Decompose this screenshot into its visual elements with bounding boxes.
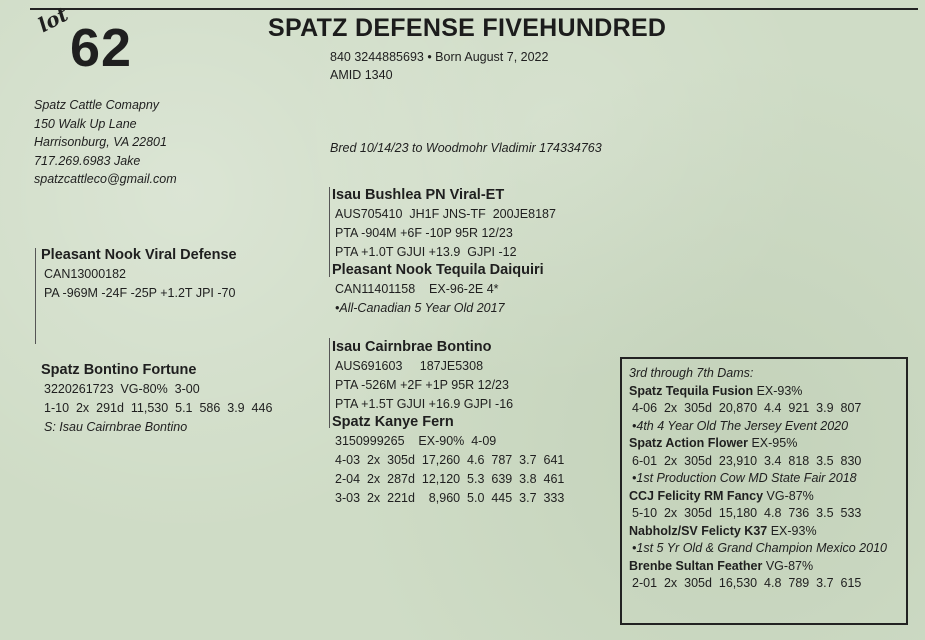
dam-reg: 3220261723 VG-80% 3-00 bbox=[44, 382, 200, 396]
sire-name: Pleasant Nook Viral Defense bbox=[41, 247, 237, 263]
dam-dam-reg: 3150999265 EX-90% 4-09 bbox=[335, 434, 497, 448]
animal-amid: AMID 1340 bbox=[330, 68, 393, 82]
dam-5-record: 5-10 2x 305d 15,180 4.8 736 3.5 533 bbox=[632, 506, 862, 520]
dam-5-name: CCJ Felicity RM Fancy bbox=[629, 488, 764, 503]
dam-7-score: VG-87% bbox=[762, 558, 814, 573]
dam-sire-ref: S: Isau Cairnbrae Bontino bbox=[44, 420, 188, 434]
dam-3-name: Spatz Tequila Fusion bbox=[629, 383, 754, 398]
dams-box-heading: 3rd through 7th Dams: bbox=[629, 366, 754, 380]
sire-sire-reg: AUS705410 JH1F JNS-TF 200JE8187 bbox=[335, 207, 556, 221]
consignor-address2: Harrisonburg, VA 22801 bbox=[34, 135, 167, 150]
dam-5-title bbox=[629, 488, 906, 506]
dam-sire-reg: AUS691603 187JE5308 bbox=[335, 359, 484, 373]
animal-id-line: 840 3244885693 • Born August 7, 2022 bbox=[330, 50, 549, 64]
dam-4-note: •1st Production Cow MD State Fair 2018 bbox=[632, 471, 857, 485]
dam-3-note: •4th 4 Year Old The Jersey Event 2020 bbox=[632, 418, 849, 433]
dam-7-record: 2-01 2x 305d 16,530 4.8 789 3.7 615 bbox=[632, 576, 862, 590]
dam-6-score: EX-93% bbox=[767, 523, 817, 538]
dam-4-name: Spatz Action Flower bbox=[629, 436, 748, 450]
dam-sire-block bbox=[332, 338, 513, 414]
sire-sire-pta1: PTA -904M +6F -10P 95R 12/23 bbox=[335, 226, 513, 240]
consignor-phone: 717.269.6983 Jake bbox=[34, 153, 141, 168]
top-rule bbox=[30, 8, 918, 10]
dam-4-title bbox=[629, 435, 906, 453]
lot-label: lot bbox=[34, 1, 72, 38]
pedigree-bracket-left bbox=[35, 248, 36, 344]
dam-record: 1-10 2x 291d 11,530 5.1 586 3.9 446 bbox=[44, 401, 273, 415]
dam-block bbox=[41, 361, 272, 437]
lot-number: 62 bbox=[70, 18, 133, 78]
sire-pta: PA -969M -24F -25P +1.2T JPI -70 bbox=[44, 286, 236, 300]
dam-5-score: VG-87% bbox=[763, 488, 814, 503]
dam-dam-record2: 2-04 2x 287d 12,120 5.3 639 3.8 461 bbox=[335, 472, 565, 486]
sire-dam-reg: CAN11401158 EX-96-2E 4* bbox=[335, 282, 499, 296]
dam-6-note: •1st 5 Yr Old & Grand Champion Mexico 2010 bbox=[632, 541, 887, 555]
dam-6-title bbox=[629, 523, 906, 541]
sire-dam-block bbox=[332, 261, 544, 318]
sire-sire-name: Isau Bushlea PN Viral-ET bbox=[332, 187, 505, 203]
dam-4-record: 6-01 2x 305d 23,910 3.4 818 3.5 830 bbox=[632, 453, 862, 468]
dam-name: Spatz Bontino Fortune bbox=[41, 362, 197, 378]
dam-dam-record1: 4-03 2x 305d 17,260 4.6 787 3.7 641 bbox=[335, 453, 565, 467]
dam-6-name: Nabholz/SV Felicty K37 bbox=[629, 523, 768, 538]
sire-sire-block bbox=[332, 186, 556, 262]
sire-sire-pta2: PTA +1.0T GJUI +13.9 GJPI -12 bbox=[335, 245, 517, 259]
dam-sire-name: Isau Cairnbrae Bontino bbox=[332, 339, 492, 355]
dam-4-score: EX-95% bbox=[748, 436, 798, 450]
sire-reg: CAN13000182 bbox=[44, 267, 127, 281]
dam-sire-pta2: PTA +1.5T GJUI +16.9 GJPI -16 bbox=[335, 397, 514, 411]
pedigree-bracket-dam bbox=[329, 338, 330, 428]
sire-dam-note: •All-Canadian 5 Year Old 2017 bbox=[335, 301, 505, 315]
animal-name: SPATZ DEFENSE FIVEHUNDRED bbox=[268, 14, 667, 42]
dam-dam-name: Spatz Kanye Fern bbox=[332, 414, 454, 430]
dam-dam-record3: 3-03 2x 221d 8,960 5.0 445 3.7 333 bbox=[335, 491, 565, 505]
consignor-name: Spatz Cattle Comapny bbox=[34, 98, 160, 112]
consignor-block bbox=[34, 96, 177, 189]
consignor-address1: 150 Walk Up Lane bbox=[34, 116, 137, 131]
extended-dams-box bbox=[620, 357, 908, 625]
dam-3-title bbox=[629, 383, 906, 401]
sire-dam-name: Pleasant Nook Tequila Daiquiri bbox=[332, 262, 544, 278]
bred-line: Bred 10/14/23 to Woodmohr Vladimir 174334763 bbox=[330, 141, 602, 155]
pedigree-bracket-sire bbox=[329, 187, 330, 277]
consignor-email: spatzcattleco@gmail.com bbox=[34, 172, 177, 187]
sire-block bbox=[41, 246, 237, 303]
dam-3-record: 4-06 2x 305d 20,870 4.4 921 3.9 807 bbox=[632, 401, 862, 415]
dam-3-score: EX-93% bbox=[753, 383, 803, 398]
dam-7-name: Brenbe Sultan Feather bbox=[629, 558, 763, 573]
dam-sire-pta1: PTA -526M +2F +1P 95R 12/23 bbox=[335, 378, 509, 392]
dam-dam-block bbox=[332, 413, 564, 508]
dam-7-title bbox=[629, 558, 906, 576]
